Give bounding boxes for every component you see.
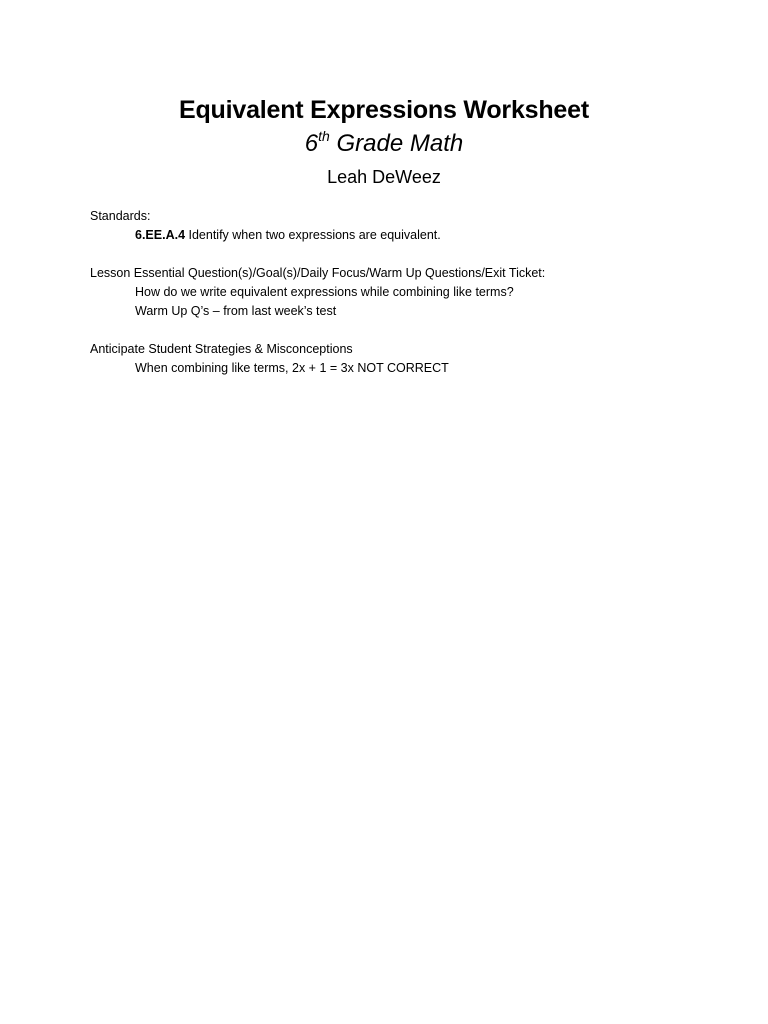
standard-line	[90, 226, 710, 245]
document-body	[90, 207, 710, 397]
standards-heading: Standards:	[90, 209, 151, 223]
essential-question-heading: Lesson Essential Question(s)/Goal(s)/Daily Focus/Warm Up Questions/Exit Ticket:	[90, 266, 546, 280]
standards-section	[90, 207, 710, 245]
author-name: Leah DeWeez	[327, 167, 441, 187]
page-title: Equivalent Expressions Worksheet	[179, 96, 589, 124]
essential-question-section	[90, 264, 710, 321]
subtitle-number: 6	[304, 130, 319, 157]
standard-code: 6.EE.A.4	[135, 228, 186, 242]
standard-text: Identify when two expressions are equivalent.	[185, 228, 441, 242]
misconception-line: When combining like terms, 2x + 1 = 3x NOT CORRECT	[135, 361, 449, 375]
subtitle-superscript: th	[318, 128, 330, 144]
page-subtitle	[0, 128, 768, 160]
warm-up-line: Warm Up Q’s – from last week’s test	[135, 304, 337, 318]
subtitle-rest: Grade Math	[329, 130, 464, 157]
strategies-section	[90, 340, 710, 378]
strategies-heading: Anticipate Student Strategies & Misconceptions	[90, 342, 353, 356]
document-header	[0, 94, 768, 190]
essential-question-line: How do we write equivalent expressions while combining like terms?	[135, 285, 514, 299]
